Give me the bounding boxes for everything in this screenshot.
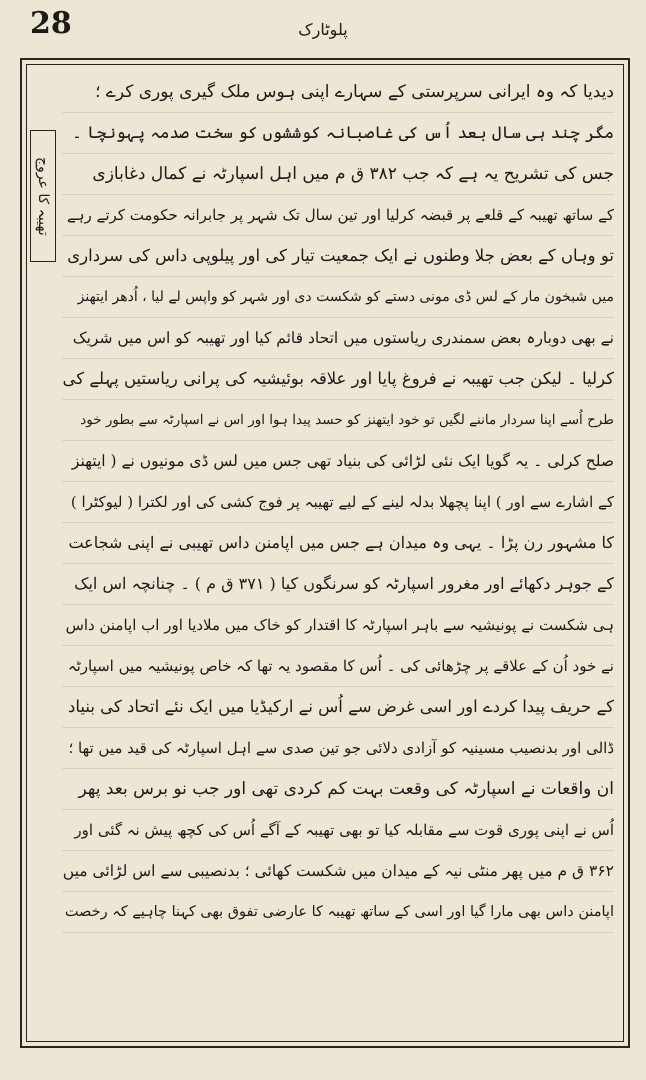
text-line: دیدیا کہ وہ ایرانی سرپرستی کے سہارے اپنی ہوس ملک گیری پوری کرے ؛ [62, 72, 614, 113]
body-text [62, 72, 614, 933]
text-line: کے اشارے سے اور ) اپنا پچھلا بدلہ لینے کے لیے تھیبہ پر فوج کشی کی اور لکترا ( لیوکٹرا ) [62, 482, 614, 523]
text-line: نے بھی دوبارہ بعض سمندری ریاستوں میں اتحاد قائم کیا اور تھیبہ کو اس میں شریک [62, 318, 614, 359]
margin-note: تھیبہ کا عروج [30, 130, 56, 262]
text-line: کرلیا ۔ لیکن جب تھیبہ نے فروغ پایا اور علاقہ بوئیشیہ کی پرانی ریاستیں پہلے کی [62, 359, 614, 400]
text-line: میں شبخون مار کے لس ڈی مونی دستے کو شکست دی اور شہر کو واپس لے لیا ، اُدھر ایتھنز [62, 277, 614, 318]
running-title: پلوٹارک [298, 20, 348, 39]
text-line: ان واقعات نے اسپارٹہ کی وقعت بہت کم کردی تھی اور جب نو برس بعد پھر [62, 769, 614, 810]
page-header [0, 0, 646, 60]
page-number: 28 [30, 6, 72, 41]
text-line: کے جوہر دکھائے اور مغرور اسپارٹہ کو سرنگوں کیا ( ۳۷۱ ق م ) ۔ چنانچہ اس ایک [62, 564, 614, 605]
text-line: ۳۶۲ ق م میں پھر منٹی نیہ کے میدان میں شکست کھائی ؛ بدنصیبی سے اس لڑائی میں [62, 851, 614, 892]
text-line: کے ساتھ تھیبہ کے قلعے پر قبضہ کرلیا اور تین سال تک شہر پر جابرانہ حکومت کرتے رہے [62, 195, 614, 236]
text-line: ہی شکست نے پونیشیہ سے باہر اسپارٹہ کا اقتدار کو خاک میں ملادیا اور اب اپامنن داس [62, 605, 614, 646]
text-line: تو وہاں کے بعض جلا وطنوں نے ایک جمعیت تیار کی اور پیلوپی داس کی سرداری [62, 236, 614, 277]
text-line: نے خود اُن کے علاقے پر چڑھائی کی ۔ اُس کا مقصود یہ تھا کہ خاص پونیشیہ میں اسپارٹہ [62, 646, 614, 687]
text-line: اپامنن داس بھی مارا گیا اور اسی کے ساتھ تھیبہ کا عارضی تفوق بھی کہنا چاہیے کہ رخصت [62, 892, 614, 933]
text-line: اُس نے اپنی پوری قوت سے مقابلہ کیا تو بھی تھیبہ کے آگے اُس کی کچھ پیش نہ گئی اور [62, 810, 614, 851]
text-line: جس کی تشریح یہ ہے کہ جب ۳۸۲ ق م میں اہل اسپارٹہ نے کمال دغابازی [62, 154, 614, 195]
text-line: ڈالی اور بدنصیب مسینیہ کو آزادی دلائی جو تین صدی سے اہل اسپارٹہ کی قید میں تھا ؛ [62, 728, 614, 769]
text-line: کا مشہور رن پڑا ۔ یہی وہ میدان ہے جس میں اپامنن داس تھیبی نے اپنی شجاعت [62, 523, 614, 564]
text-line: صلح کرلی ۔ یہ گویا ایک نئی لڑائی کی بنیاد تھی جس میں لس ڈی مونیوں نے ( ایتھنز [62, 441, 614, 482]
text-line: کے حریف پیدا کردے اور اسی غرض سے اُس نے ارکیڈیا میں ایک نئے اتحاد کی بنیاد [62, 687, 614, 728]
text-line: طرح اُسے اپنا سردار ماننے لگیں تو خود ایتھنز کو حسد پیدا ہوا اور اس نے اسپارٹہ سے بطور خود [62, 400, 614, 441]
text-line: مگر چند ہی سال بعد اُس کی غاصبانہ کوششوں کو سخت صدمہ پہونچا ۔ [62, 113, 614, 154]
